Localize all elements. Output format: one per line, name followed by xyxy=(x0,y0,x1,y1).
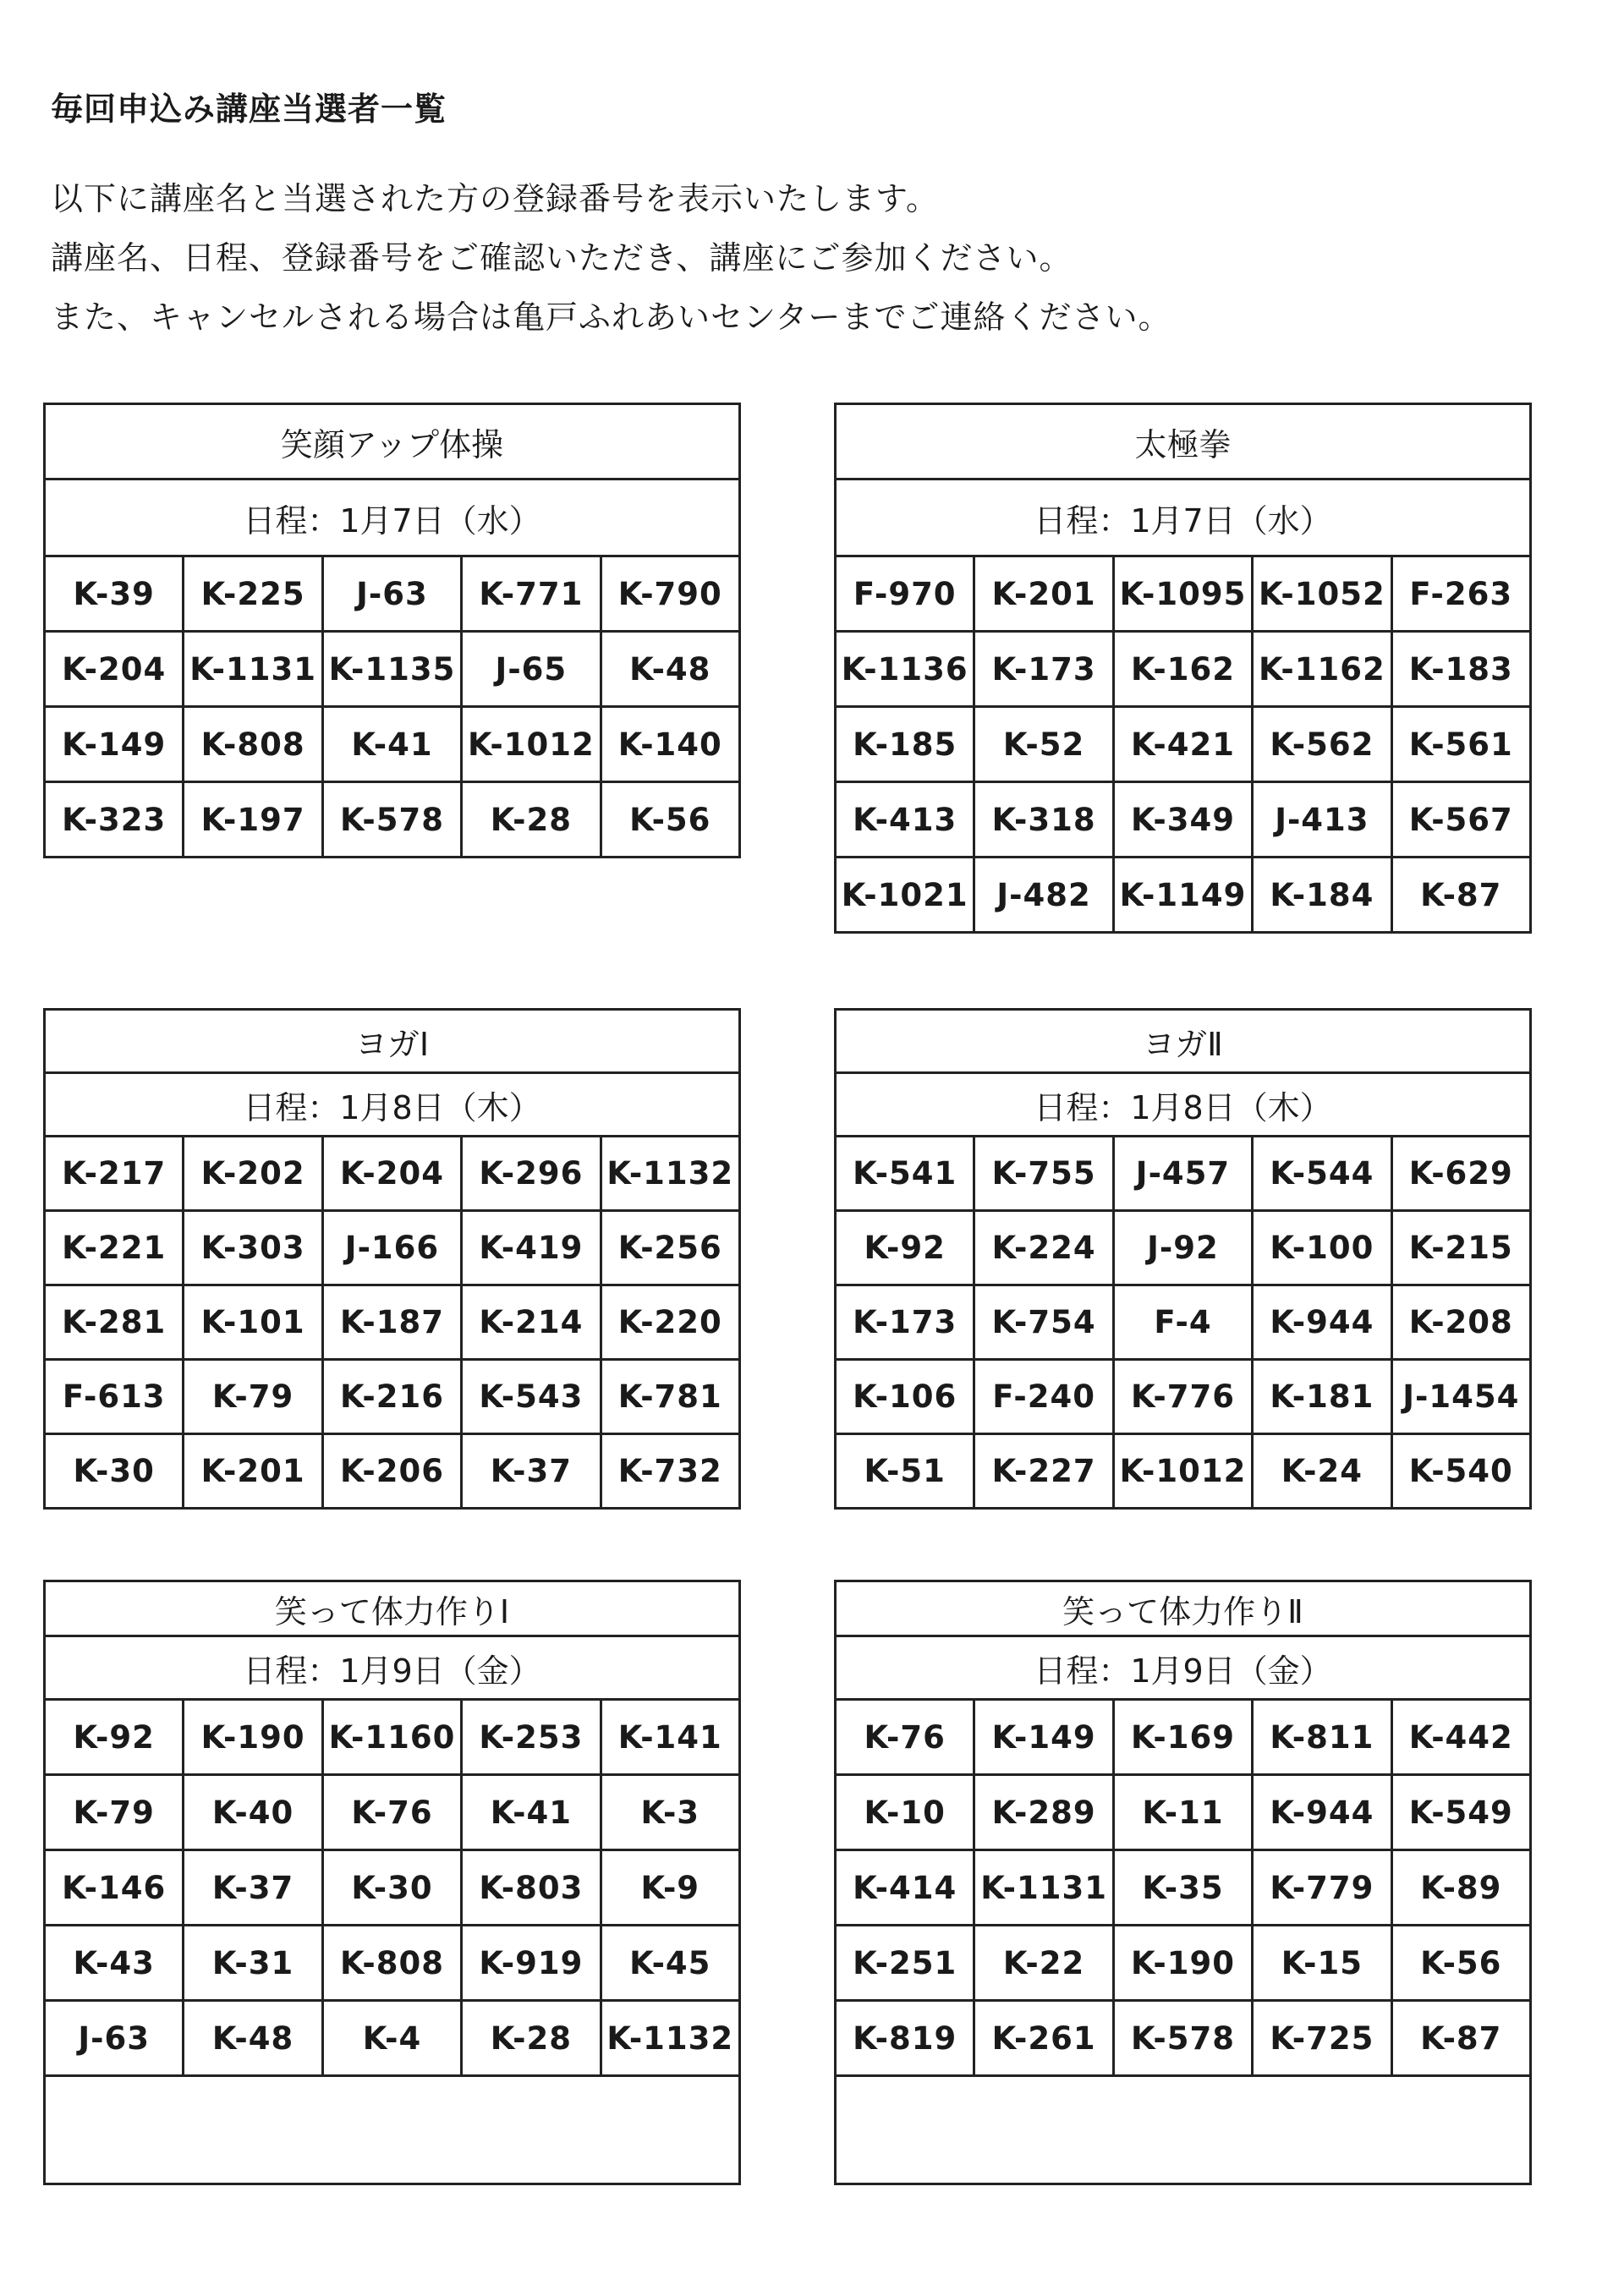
blank-cell xyxy=(836,2076,1531,2184)
registration-number: K-261 xyxy=(974,2001,1113,2076)
registration-number: K-1012 xyxy=(462,707,601,782)
registration-number: K-578 xyxy=(1113,2001,1252,2076)
registration-number: K-22 xyxy=(974,1926,1113,2001)
course-name-row xyxy=(836,1581,1531,1636)
intro-line: 以下に講座名と当選された方の登録番号を表示いたします。 xyxy=(51,180,939,217)
table-row xyxy=(45,632,740,707)
registration-number: K-4 xyxy=(322,2001,461,2076)
registration-number: K-48 xyxy=(601,632,739,707)
course-date: 日程：1月7日（水） xyxy=(836,479,1531,556)
table-row xyxy=(836,632,1531,707)
registration-number: K-1052 xyxy=(1253,556,1391,632)
registration-number: K-202 xyxy=(184,1137,322,1211)
table-row xyxy=(45,1211,740,1285)
table-row xyxy=(836,858,1531,933)
registration-number: K-3 xyxy=(601,1775,739,1850)
table-row xyxy=(45,1850,740,1926)
registration-number: K-100 xyxy=(1253,1211,1391,1285)
registration-number: K-181 xyxy=(1253,1360,1391,1434)
registration-number: K-92 xyxy=(836,1211,974,1285)
registration-number: K-808 xyxy=(184,707,322,782)
course-table xyxy=(43,1580,741,2185)
course-name-row xyxy=(836,1010,1531,1073)
registration-number: F-240 xyxy=(974,1360,1113,1434)
registration-number: K-289 xyxy=(974,1775,1113,1850)
registration-number: K-31 xyxy=(184,1926,322,2001)
registration-number: J-92 xyxy=(1113,1211,1252,1285)
registration-number: K-15 xyxy=(1253,1926,1391,2001)
registration-number: J-65 xyxy=(462,632,601,707)
registration-number: K-197 xyxy=(184,782,322,858)
registration-number: K-732 xyxy=(601,1434,739,1509)
registration-number: K-89 xyxy=(1391,1850,1530,1926)
course-table xyxy=(43,1008,741,1510)
registration-number: K-204 xyxy=(45,632,184,707)
registration-number: K-35 xyxy=(1113,1850,1252,1926)
registration-number: K-101 xyxy=(184,1285,322,1360)
registration-number: K-442 xyxy=(1391,1700,1530,1775)
registration-number: K-227 xyxy=(974,1434,1113,1509)
registration-number: K-206 xyxy=(322,1434,461,1509)
table-row xyxy=(836,2001,1531,2076)
registration-number: K-37 xyxy=(462,1434,601,1509)
registration-number: J-63 xyxy=(322,556,461,632)
registration-number: K-754 xyxy=(974,1285,1113,1360)
table-row xyxy=(45,1360,740,1434)
registration-number: K-79 xyxy=(45,1775,184,1850)
course-date-row xyxy=(45,479,740,556)
table-row xyxy=(836,1775,1531,1850)
registration-number: K-79 xyxy=(184,1360,322,1434)
registration-number: K-776 xyxy=(1113,1360,1252,1434)
registration-number: K-1095 xyxy=(1113,556,1252,632)
table-row xyxy=(836,1434,1531,1509)
registration-number: K-1012 xyxy=(1113,1434,1252,1509)
course-name-row xyxy=(836,404,1531,479)
registration-number: J-482 xyxy=(974,858,1113,933)
course-date-row xyxy=(45,1636,740,1700)
registration-number: K-544 xyxy=(1253,1137,1391,1211)
registration-number: K-56 xyxy=(601,782,739,858)
registration-number: K-41 xyxy=(322,707,461,782)
course-table xyxy=(834,1580,1532,2185)
registration-number: K-39 xyxy=(45,556,184,632)
course-date-row xyxy=(836,479,1531,556)
table-row xyxy=(836,556,1531,632)
registration-number: K-318 xyxy=(974,782,1113,858)
registration-number: K-1132 xyxy=(601,2001,739,2076)
registration-number: K-76 xyxy=(322,1775,461,1850)
registration-number: K-1021 xyxy=(836,858,974,933)
registration-number: K-303 xyxy=(184,1211,322,1285)
registration-number: K-217 xyxy=(45,1137,184,1211)
registration-number: K-162 xyxy=(1113,632,1252,707)
registration-number: K-106 xyxy=(836,1360,974,1434)
registration-number: K-221 xyxy=(45,1211,184,1285)
registration-number: J-63 xyxy=(45,2001,184,2076)
registration-number: K-725 xyxy=(1253,2001,1391,2076)
registration-number: K-9 xyxy=(601,1850,739,1926)
registration-number: K-24 xyxy=(1253,1434,1391,1509)
blank-row xyxy=(45,2076,740,2184)
course-date: 日程：1月8日（木） xyxy=(45,1073,740,1137)
registration-number: K-214 xyxy=(462,1285,601,1360)
registration-number: K-173 xyxy=(836,1285,974,1360)
table-row xyxy=(45,1434,740,1509)
table-row xyxy=(45,556,740,632)
registration-number: K-549 xyxy=(1391,1775,1530,1850)
registration-number: K-45 xyxy=(601,1926,739,2001)
registration-number: K-87 xyxy=(1391,858,1530,933)
registration-number: K-790 xyxy=(601,556,739,632)
registration-number: K-1160 xyxy=(322,1700,461,1775)
registration-number: K-216 xyxy=(322,1360,461,1434)
registration-number: K-11 xyxy=(1113,1775,1252,1850)
table-row xyxy=(45,1137,740,1211)
registration-number: K-819 xyxy=(836,2001,974,2076)
registration-number: K-419 xyxy=(462,1211,601,1285)
registration-number: K-37 xyxy=(184,1850,322,1926)
registration-number: K-187 xyxy=(322,1285,461,1360)
course-table xyxy=(43,403,741,858)
registration-number: K-578 xyxy=(322,782,461,858)
blank-row xyxy=(836,2076,1531,2184)
registration-number: K-183 xyxy=(1391,632,1530,707)
registration-number: K-220 xyxy=(601,1285,739,1360)
course-table xyxy=(834,403,1532,934)
registration-number: K-169 xyxy=(1113,1700,1252,1775)
registration-number: K-146 xyxy=(45,1850,184,1926)
registration-number: K-201 xyxy=(974,556,1113,632)
registration-number: J-1454 xyxy=(1391,1360,1530,1434)
registration-number: K-185 xyxy=(836,707,974,782)
registration-number: K-184 xyxy=(1253,858,1391,933)
course-name-row xyxy=(45,1010,740,1073)
table-row xyxy=(836,707,1531,782)
registration-number: K-87 xyxy=(1391,2001,1530,2076)
registration-number: J-413 xyxy=(1253,782,1391,858)
registration-number: K-41 xyxy=(462,1775,601,1850)
registration-number: K-414 xyxy=(836,1850,974,1926)
table-row xyxy=(45,1285,740,1360)
registration-number: K-944 xyxy=(1253,1775,1391,1850)
registration-number: K-1149 xyxy=(1113,858,1252,933)
course-name: 笑って体力作りⅠ xyxy=(45,1581,740,1636)
registration-number: K-1162 xyxy=(1253,632,1391,707)
registration-number: K-43 xyxy=(45,1926,184,2001)
course-name-row xyxy=(45,404,740,479)
registration-number: K-149 xyxy=(974,1700,1113,1775)
table-row xyxy=(836,1211,1531,1285)
registration-number: K-779 xyxy=(1253,1850,1391,1926)
registration-number: K-323 xyxy=(45,782,184,858)
table-row xyxy=(45,2001,740,2076)
registration-number: K-190 xyxy=(184,1700,322,1775)
course-name: ヨガⅡ xyxy=(836,1010,1531,1073)
table-row xyxy=(45,1926,740,2001)
registration-number: K-296 xyxy=(462,1137,601,1211)
page-title: 毎回申込み講座当選者一覧 xyxy=(51,90,447,128)
course-name: 笑顔アップ体操 xyxy=(45,404,740,479)
registration-number: K-808 xyxy=(322,1926,461,2001)
registration-number: K-140 xyxy=(601,707,739,782)
course-table xyxy=(834,1008,1532,1510)
registration-number: F-4 xyxy=(1113,1285,1252,1360)
registration-number: K-543 xyxy=(462,1360,601,1434)
registration-number: K-30 xyxy=(322,1850,461,1926)
registration-number: K-40 xyxy=(184,1775,322,1850)
registration-number: K-421 xyxy=(1113,707,1252,782)
registration-number: K-562 xyxy=(1253,707,1391,782)
table-row xyxy=(836,1360,1531,1434)
registration-number: K-256 xyxy=(601,1211,739,1285)
registration-number: K-781 xyxy=(601,1360,739,1434)
registration-number: K-811 xyxy=(1253,1700,1391,1775)
registration-number: K-281 xyxy=(45,1285,184,1360)
table-row xyxy=(836,1926,1531,2001)
registration-number: K-208 xyxy=(1391,1285,1530,1360)
table-row xyxy=(45,707,740,782)
table-row xyxy=(836,1700,1531,1775)
intro-line: 講座名、日程、登録番号をご確認いただき、講座にご参加ください。 xyxy=(51,239,1073,277)
registration-number: K-1131 xyxy=(184,632,322,707)
registration-number: K-149 xyxy=(45,707,184,782)
registration-number: K-28 xyxy=(462,2001,601,2076)
registration-number: J-166 xyxy=(322,1211,461,1285)
registration-number: K-251 xyxy=(836,1926,974,2001)
intro-line: また、キャンセルされる場合は亀戸ふれあいセンターまでご連絡ください。 xyxy=(51,299,1171,336)
registration-number: K-349 xyxy=(1113,782,1252,858)
registration-number: K-1132 xyxy=(601,1137,739,1211)
registration-number: K-224 xyxy=(974,1211,1113,1285)
blank-cell xyxy=(45,2076,740,2184)
registration-number: K-755 xyxy=(974,1137,1113,1211)
course-date: 日程：1月9日（金） xyxy=(45,1636,740,1700)
intro-text xyxy=(51,169,1171,347)
registration-number: K-629 xyxy=(1391,1137,1530,1211)
registration-number: K-225 xyxy=(184,556,322,632)
registration-number: F-263 xyxy=(1391,556,1530,632)
course-date: 日程：1月9日（金） xyxy=(836,1636,1531,1700)
course-date-row xyxy=(836,1636,1531,1700)
registration-number: K-76 xyxy=(836,1700,974,1775)
registration-number: K-92 xyxy=(45,1700,184,1775)
table-row xyxy=(836,782,1531,858)
registration-number: K-201 xyxy=(184,1434,322,1509)
registration-number: K-10 xyxy=(836,1775,974,1850)
course-name: ヨガⅠ xyxy=(45,1010,740,1073)
registration-number: K-541 xyxy=(836,1137,974,1211)
course-date: 日程：1月8日（木） xyxy=(836,1073,1531,1137)
registration-number: K-944 xyxy=(1253,1285,1391,1360)
registration-number: K-141 xyxy=(601,1700,739,1775)
registration-number: J-457 xyxy=(1113,1137,1252,1211)
course-name-row xyxy=(45,1581,740,1636)
registration-number: K-173 xyxy=(974,632,1113,707)
course-name: 笑って体力作りⅡ xyxy=(836,1581,1531,1636)
table-row xyxy=(45,782,740,858)
registration-number: K-56 xyxy=(1391,1926,1530,2001)
registration-number: K-52 xyxy=(974,707,1113,782)
registration-number: K-1131 xyxy=(974,1850,1113,1926)
registration-number: K-567 xyxy=(1391,782,1530,858)
registration-number: K-204 xyxy=(322,1137,461,1211)
table-row xyxy=(836,1850,1531,1926)
registration-number: K-771 xyxy=(462,556,601,632)
registration-number: K-1136 xyxy=(836,632,974,707)
table-row xyxy=(45,1700,740,1775)
registration-number: K-413 xyxy=(836,782,974,858)
registration-number: F-970 xyxy=(836,556,974,632)
registration-number: F-613 xyxy=(45,1360,184,1434)
registration-number: K-51 xyxy=(836,1434,974,1509)
registration-number: K-253 xyxy=(462,1700,601,1775)
table-row xyxy=(45,1775,740,1850)
registration-number: K-803 xyxy=(462,1850,601,1926)
registration-number: K-561 xyxy=(1391,707,1530,782)
registration-number: K-30 xyxy=(45,1434,184,1509)
course-date-row xyxy=(836,1073,1531,1137)
registration-number: K-919 xyxy=(462,1926,601,2001)
table-row xyxy=(836,1285,1531,1360)
table-row xyxy=(836,1137,1531,1211)
course-date: 日程：1月7日（水） xyxy=(45,479,740,556)
registration-number: K-28 xyxy=(462,782,601,858)
registration-number: K-1135 xyxy=(322,632,461,707)
course-name: 太極拳 xyxy=(836,404,1531,479)
registration-number: K-540 xyxy=(1391,1434,1530,1509)
registration-number: K-215 xyxy=(1391,1211,1530,1285)
registration-number: K-190 xyxy=(1113,1926,1252,2001)
course-date-row xyxy=(45,1073,740,1137)
registration-number: K-48 xyxy=(184,2001,322,2076)
